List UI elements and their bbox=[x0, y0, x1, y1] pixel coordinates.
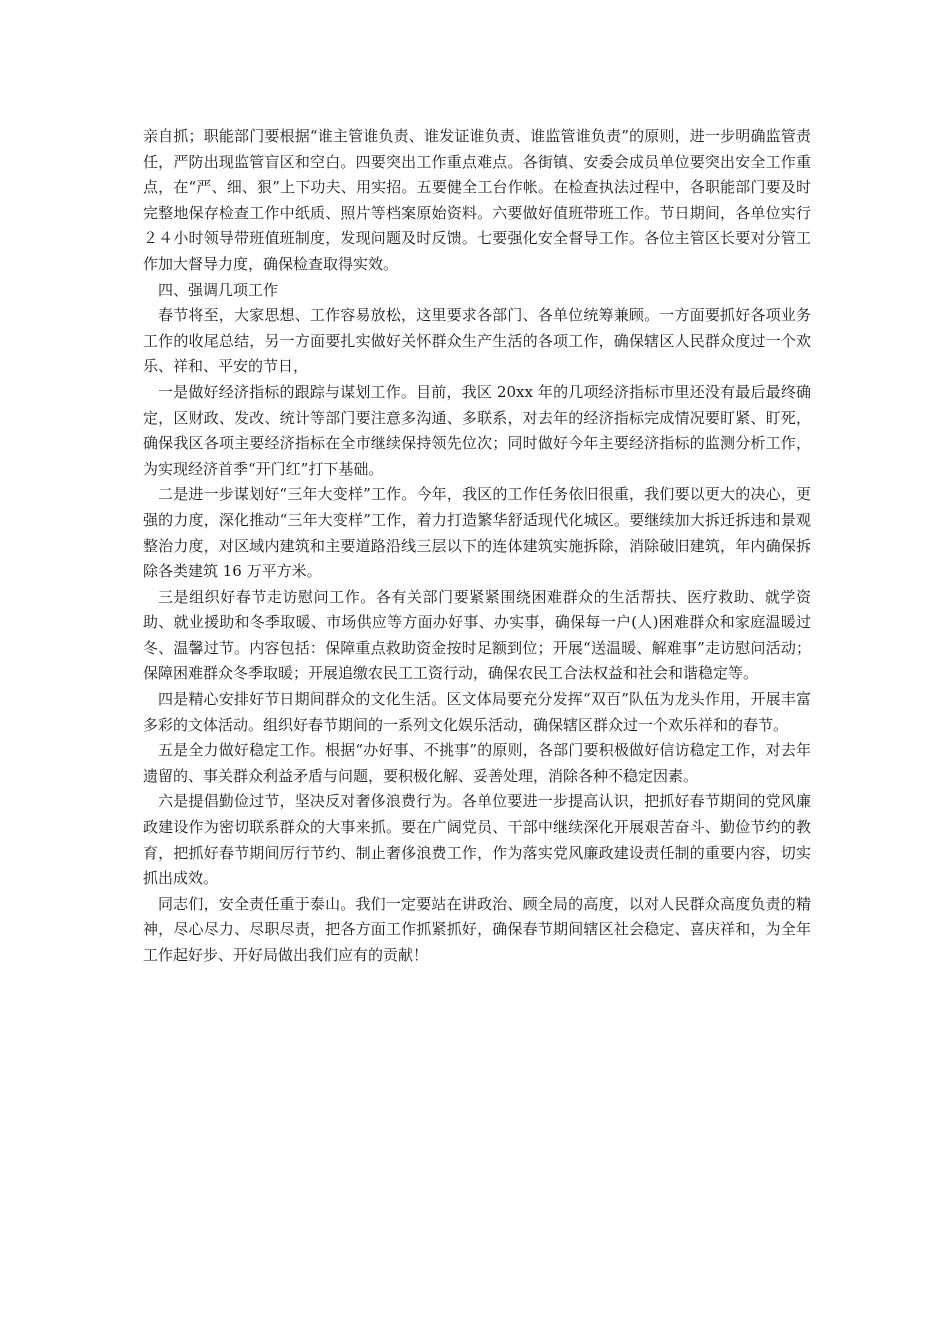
paragraph-item-2: 二是进一步谋划好“三年大变样”工作。今年，我区的工作任务依旧很重，我们要以更大的决心，更强的力度，深化推动“三年大变样”工作，着力打造繁华舒适现代化城区。要继续加大拆迁拆违和景观整治力度，对区域内建筑和主要道路沿线三层以下的连体建筑实施拆除，消除破旧建筑，年内确保拆除各类建筑 16 万平方米。 bbox=[143, 485, 811, 581]
paragraph-item-3: 三是组织好春节走访慰问工作。各有关部门要紧紧围绕困难群众的生活帮扶、医疗救助、就学资助、就业援助和冬季取暖、市场供应等方面办好事、办实事，确保每一户(人)困难群众和家庭温暖过冬、温馨过节。内容包括：保障重点救助资金按时足额到位；开展“送温暖、解难事”走访慰问活动；保障困难群众冬季取暖；开展追缴农民工工资行动，确保农民工合法权益和社会和谐稳定等。 bbox=[143, 587, 811, 683]
paragraph-item-1: 一是做好经济指标的跟踪与谋划工作。目前，我区 20xx 年的几项经济指标市里还没有最后最终确定，区财政、发改、统计等部门要注意多沟通、多联系，对去年的经济指标完成情况要盯紧、盯死，确保我区各项主要经济指标在全市继续保持领先位次；同时做好今年主要经济指标的监测分析工作，为实现经济首季“开门红”打下基础。 bbox=[143, 382, 811, 478]
document-body bbox=[143, 124, 811, 969]
paragraph-intro: 春节将至，大家思想、工作容易放松，这里要求各部门、各单位统筹兼顾。一方面要抓好各项业务工作的收尾总结，另一方面要扎实做好关怀群众生产生活的各项工作，确保辖区人民群众度过一个欢乐、祥和、平安的节日， bbox=[143, 306, 811, 376]
paragraph-item-4: 四是精心安排好节日期间群众的文化生活。区文体局要充分发挥“双百”队伍为龙头作用，开展丰富多彩的文体活动。组织好春节期间的一系列文化娱乐活动，确保辖区群众过一个欢乐祥和的春节。 bbox=[143, 690, 811, 734]
section-heading: 四、强调几项工作 bbox=[158, 280, 279, 299]
paragraph-item-6: 六是提倡勤俭过节，坚决反对奢侈浪费行为。各单位要进一步提高认识，把抓好春节期间的党风廉政建设作为密切联系群众的大事来抓。要在广阔党员、干部中继续深化开展艰苦奋斗、勤俭节约的教育，把抓好春节期间厉行节约、制止奢侈浪费工作，作为落实党风廉政建设责任制的重要内容，切实抓出成效。 bbox=[143, 792, 811, 888]
paragraph-item-5: 五是全力做好稳定工作。根据“办好事、不挑事”的原则，各部门要积极做好信访稳定工作，对去年遗留的、事关群众利益矛盾与问题，要积极化解、妥善处理，消除各种不稳定因素。 bbox=[143, 741, 811, 785]
paragraph-continuation: 亲自抓；职能部门要根据“谁主管谁负责、谁发证谁负责、谁监管谁负责”的原则，进一步明确监管责任，严防出现监管盲区和空白。四要突出工作重点难点。各街镇、安委会成员单位要突出安全工作重点，在“严、细、狠”上下功夫、用实招。五要健全工台作帐。在检查执法过程中，各职能部门要及时完整地保存检查工作中纸质、照片等档案原始资料。六要做好值班带班工作。节日期间，各单位实行２４小时领导带班值班制度，发现问题及时反馈。七要强化安全督导工作。各位主管区长要对分管工作加大督导力度，确保检查取得实效。 bbox=[143, 127, 811, 273]
paragraph-closing: 同志们，安全责任重于泰山。我们一定要站在讲政治、顾全局的高度，以对人民群众高度负责的精神，尽心尽力、尽职尽责，把各方面工作抓紧抓好，确保春节期间辖区社会稳定、喜庆祥和，为全年工作起好步、开好局做出我们应有的贡献！ bbox=[143, 894, 811, 964]
